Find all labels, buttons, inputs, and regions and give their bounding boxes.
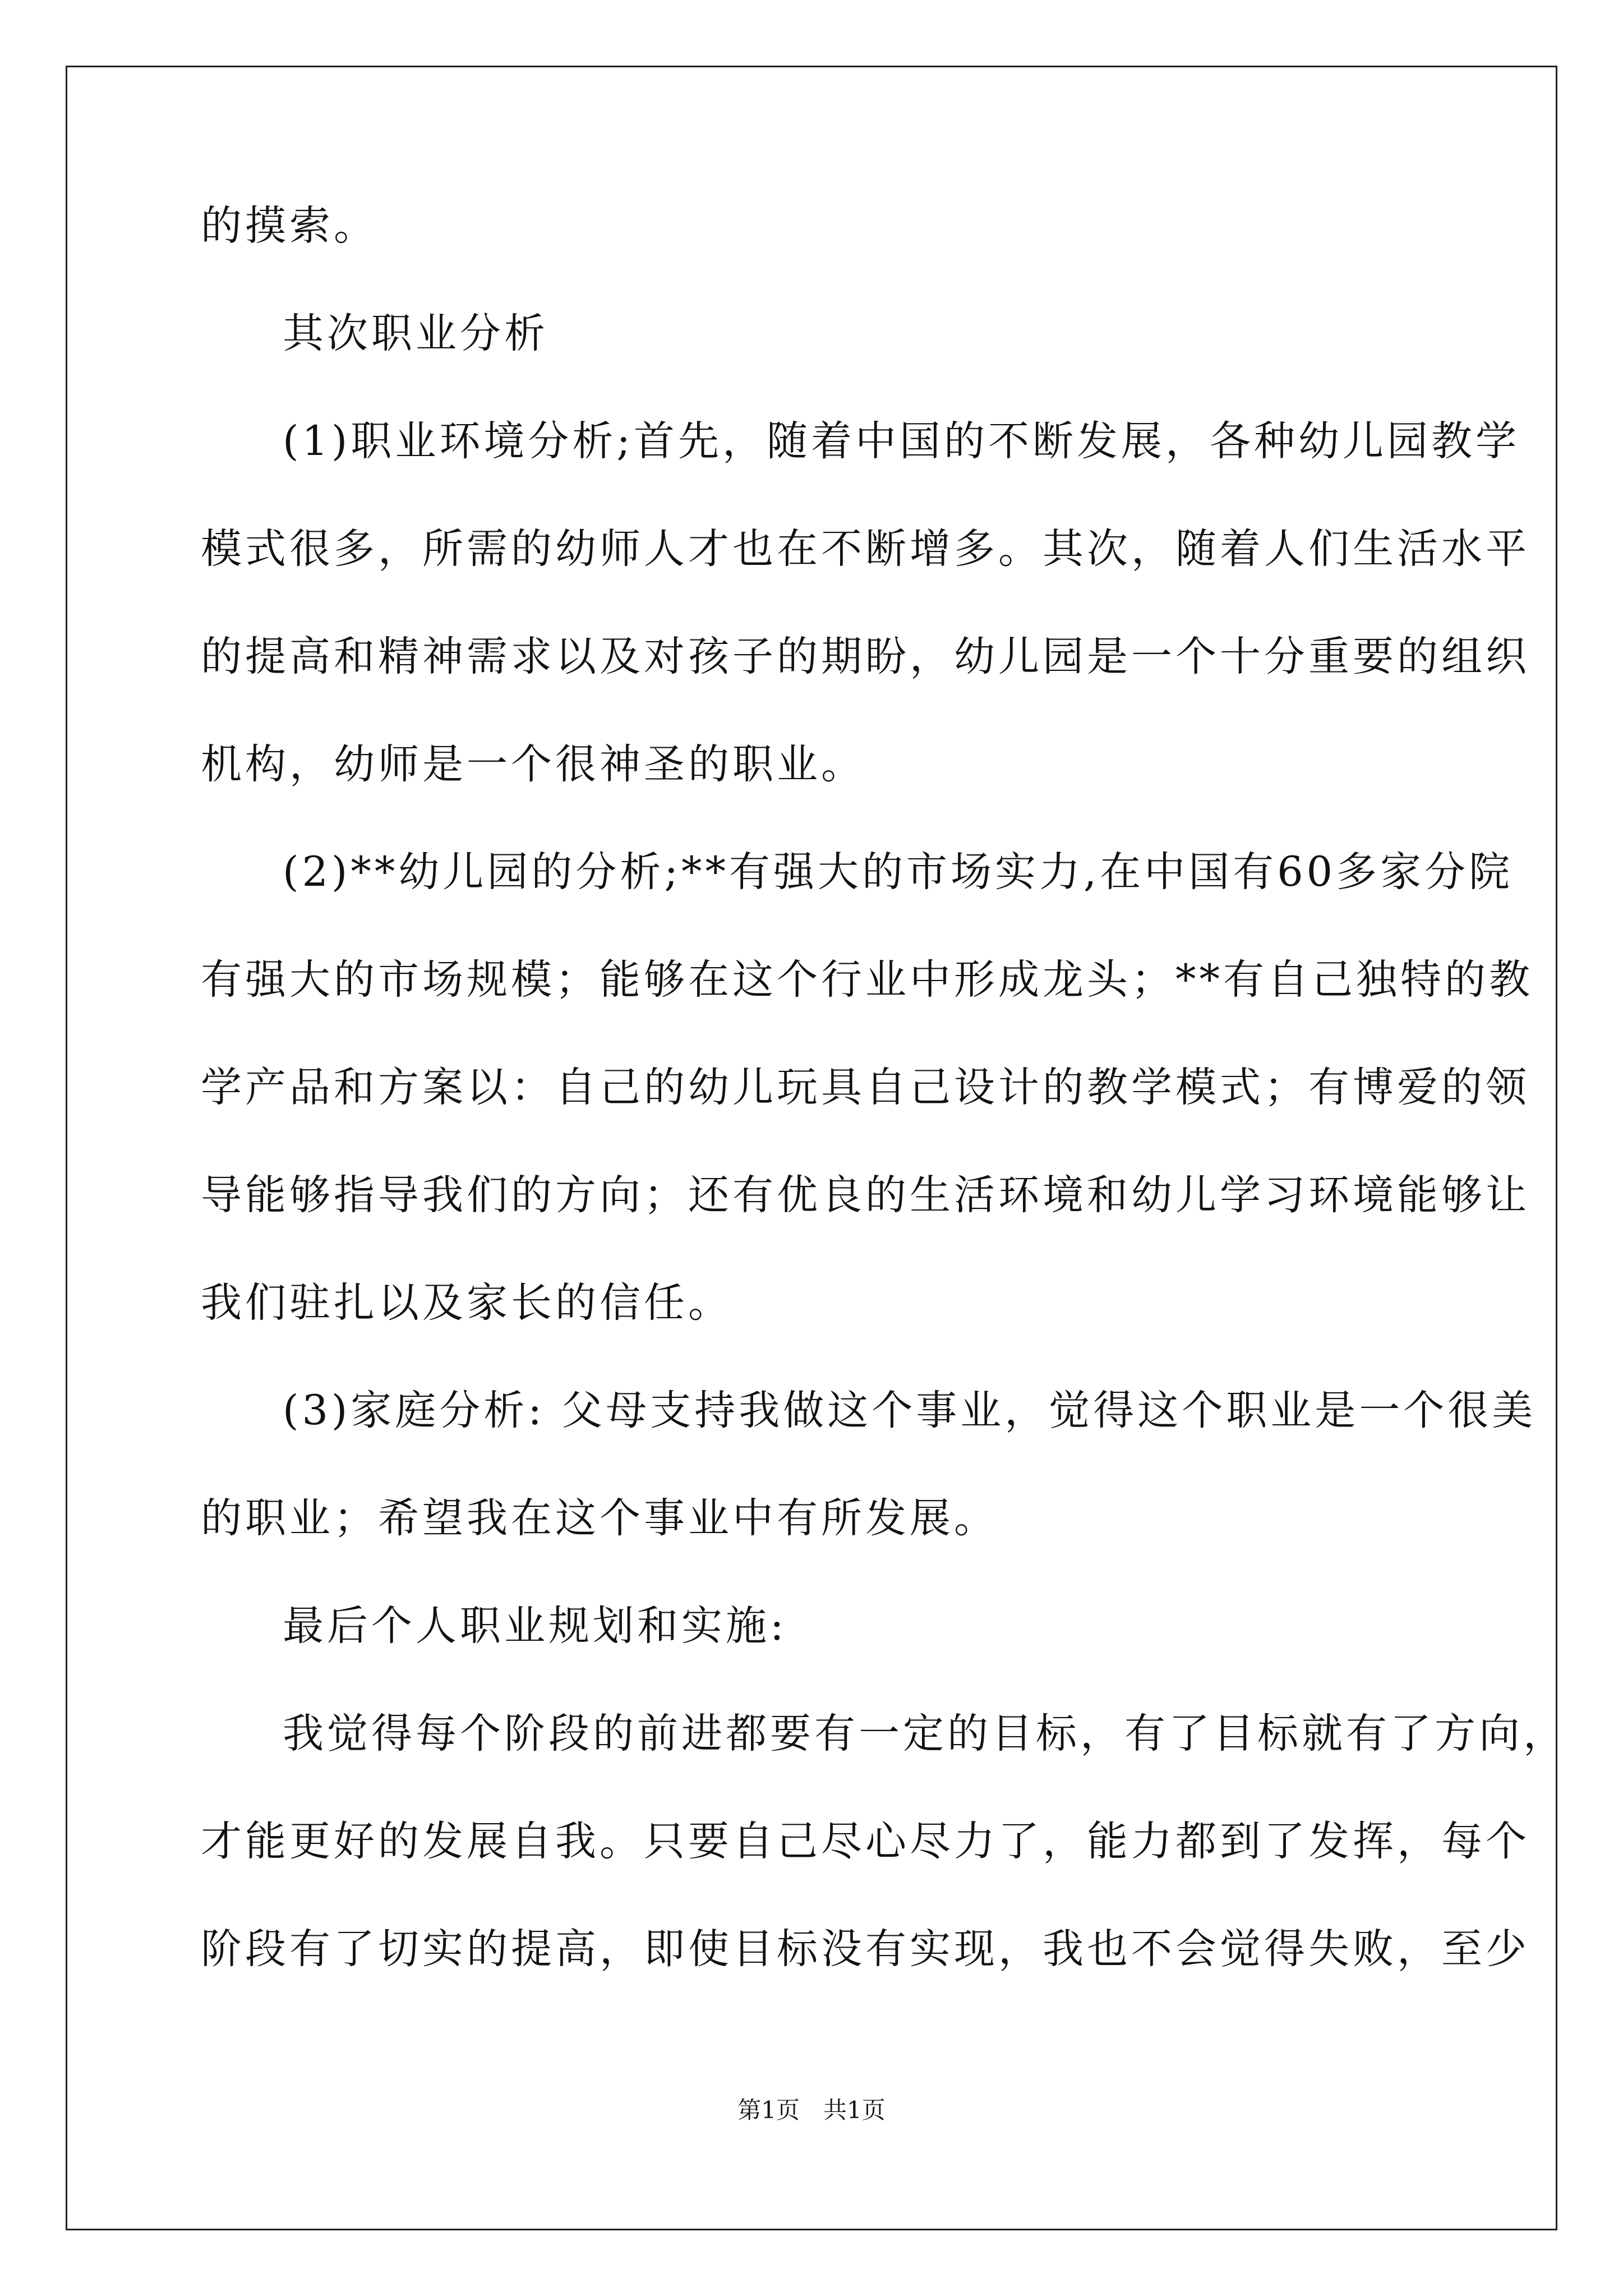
text-line: 机构，幼师是一个很神圣的职业。 — [201, 740, 865, 788]
section-heading: 最后个人职业规划和实施: — [283, 1602, 787, 1650]
section-heading: 其次职业分析 — [283, 310, 548, 357]
text-line: 阶段有了切实的提高，即使目标没有实现，我也不会觉得失败，至少 — [201, 1925, 1530, 1973]
text-line: (1)职业环境分析;首先，随着中国的不断发展，各种幼儿园教学 — [283, 417, 1520, 465]
text-line: 模式很多，所需的幼师人才也在不断增多。其次，随着人们生活水平 — [201, 525, 1530, 573]
text-line: 才能更好的发展自我。只要自己尽心尽力了，能力都到了发挥，每个 — [201, 1818, 1530, 1865]
text-line: 的摸索。 — [201, 202, 378, 250]
text-line: (3)家庭分析: 父母支持我做这个事业，觉得这个职业是一个很美 — [283, 1387, 1537, 1434]
text-line: 我觉得每个阶段的前进都要有一定的目标，有了目标就有了方向， — [283, 1710, 1567, 1757]
text-line: 的职业；希望我在这个事业中有所发展。 — [201, 1494, 998, 1542]
text-line: 的提高和精神需求以及对孩子的期盼，幼儿园是一个十分重要的组织 — [201, 633, 1530, 680]
text-line: 学产品和方案以：自己的幼儿玩具自己设计的教学模式；有博爱的领 — [201, 1064, 1530, 1111]
text-line: (2)**幼儿园的分析;**有强大的市场实力,在中国有60多家分院 — [283, 848, 1514, 896]
page-number: 第1页 共1页 — [737, 2096, 886, 2124]
text-line: 导能够指导我们的方向；还有优良的生活环境和幼儿学习环境能够让 — [201, 1171, 1530, 1219]
text-line: 有强大的市场规模；能够在这个行业中形成龙头；**有自己独特的教 — [201, 956, 1533, 1004]
text-line: 我们驻扎以及家长的信任。 — [201, 1279, 732, 1327]
page-border — [66, 66, 1557, 2230]
